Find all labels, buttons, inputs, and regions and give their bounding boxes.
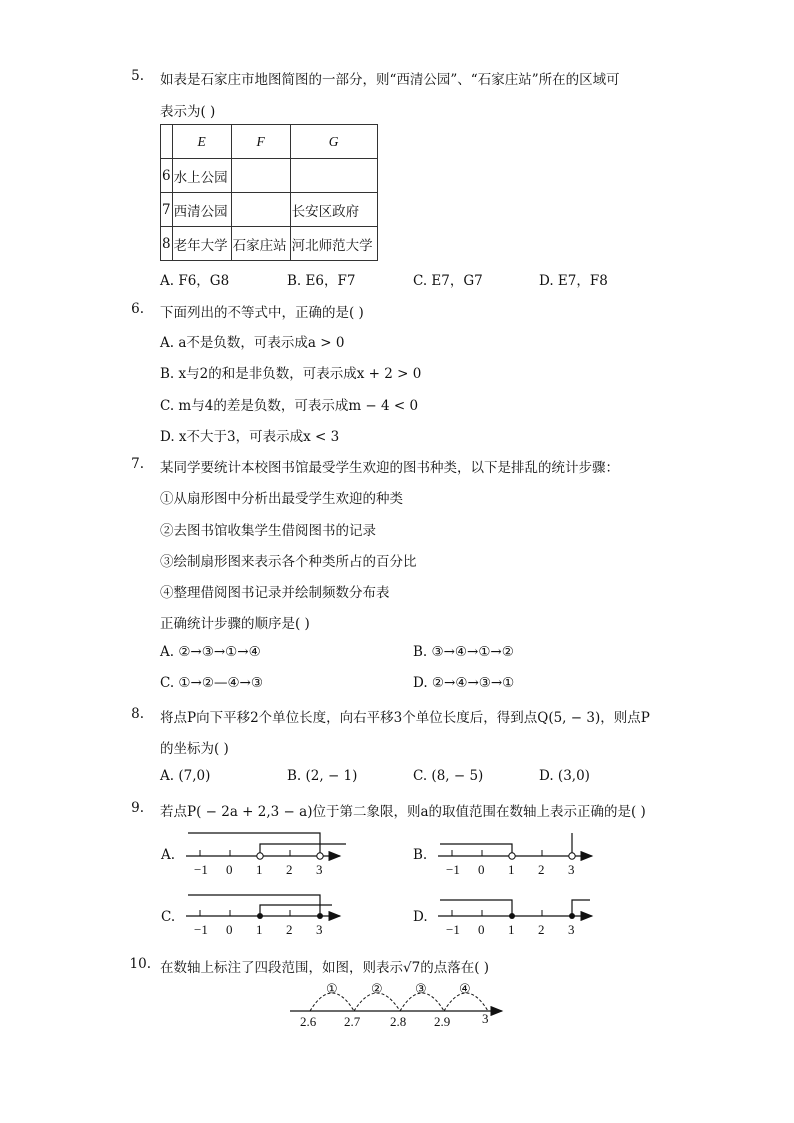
tick-label: 1 — [508, 862, 515, 877]
q8-option-c[interactable]: C. (8, − 5) — [413, 768, 484, 784]
tick-label: −1 — [446, 862, 460, 877]
tick-label: −1 — [446, 922, 460, 937]
table-cell: 河北师范大学 — [290, 227, 377, 261]
table-cell: 石家庄站 — [231, 227, 290, 261]
segment-label: ① — [326, 981, 338, 996]
closed-point — [257, 913, 263, 919]
q8-option-d[interactable]: D. (3,0) — [539, 768, 590, 784]
table-header-cell: G — [290, 125, 377, 159]
number-line-q10 — [290, 981, 502, 1029]
tick-label: −1 — [194, 862, 208, 877]
tick-label: 0 — [226, 922, 233, 937]
table-cell: 8 — [161, 227, 173, 261]
q9-option-d[interactable]: D. — [413, 909, 428, 925]
table-cell: 水上公园 — [172, 159, 231, 193]
tick-label: 3 — [482, 1011, 489, 1026]
question-6-number: 6. — [131, 301, 144, 317]
tick-label: 2.9 — [434, 1014, 451, 1029]
tick-label: 2.7 — [344, 1014, 361, 1029]
open-point — [257, 853, 263, 859]
question-8-stem: 将点P向下平移2个单位长度，向右平移3个单位长度后，得到点Q(5, − 3)，则点P — [160, 710, 650, 726]
number-line-c — [186, 895, 340, 937]
table-cell: 老年大学 — [172, 227, 231, 261]
question-5-stem: 如表是石家庄市地图简图的一部分，则“西清公园”、“石家庄站”所在的区域可 — [160, 72, 620, 88]
tick-label: 3 — [316, 922, 323, 937]
q7-step-2: ②去图书馆收集学生借阅图书的记录 — [160, 523, 376, 539]
segment-label: ③ — [415, 981, 427, 996]
q6-option-b[interactable]: B. x与2的和是非负数，可表示成x + 2 > 0 — [160, 366, 422, 382]
tick-label: 2 — [538, 922, 545, 937]
table-cell: 长安区政府 — [290, 193, 377, 227]
q8-option-a[interactable]: A. (7,0) — [160, 768, 211, 784]
q9-option-b[interactable]: B. — [413, 847, 428, 863]
tick-label: 3 — [316, 862, 323, 877]
closed-point — [569, 913, 575, 919]
question-5-number: 5. — [131, 68, 144, 84]
tick-label: 2 — [538, 862, 545, 877]
tick-label: 3 — [568, 862, 575, 877]
q7-option-d[interactable]: D. ②→④→③→① — [413, 675, 515, 691]
table-cell: 7 — [161, 193, 173, 227]
tick-label: 1 — [256, 922, 263, 937]
q6-option-d[interactable]: D. x不大于3，可表示成x < 3 — [160, 429, 340, 445]
tick-label: 2.6 — [300, 1014, 317, 1029]
q7-step-4: ④整理借阅图书记录并绘制频数分布表 — [160, 585, 390, 601]
q7-step-1: ①从扇形图中分析出最受学生欢迎的种类 — [160, 491, 403, 507]
q7-question: 正确统计步骤的顺序是( ) — [160, 616, 310, 632]
question-7-number: 7. — [131, 456, 144, 472]
segment-label: ② — [371, 981, 383, 996]
table-cell: 6 — [161, 159, 173, 193]
question-7-stem: 某同学要统计本校图书馆最受学生欢迎的图书种类，以下是排乱的统计步骤： — [160, 460, 619, 476]
closed-point — [317, 913, 323, 919]
q8-option-b[interactable]: B. (2, − 1) — [287, 768, 358, 784]
question-9-stem: 若点P( − 2a + 2,3 − a)位于第二象限，则a的取值范围在数轴上表示正确的是( ) — [160, 804, 646, 820]
table-cell: 西清公园 — [172, 193, 231, 227]
tick-label: 3 — [568, 922, 575, 937]
q6-option-c[interactable]: C. m与4的差是负数，可表示成m − 4 < 0 — [160, 398, 419, 414]
open-point — [569, 853, 575, 859]
q7-option-a[interactable]: A. ②→③→①→④ — [160, 644, 261, 660]
table-header-cell: F — [231, 125, 290, 159]
question-10-stem: 在数轴上标注了四段范围，如图，则表示√7的点落在( ) — [160, 960, 490, 976]
number-line-b — [438, 833, 592, 877]
q7-option-b[interactable]: B. ③→④→①→② — [413, 644, 514, 660]
tick-label: 1 — [256, 862, 263, 877]
q9-option-a[interactable]: A. — [161, 847, 176, 863]
tick-label: 0 — [478, 862, 485, 877]
tick-label: 1 — [508, 922, 515, 937]
question-6-stem: 下面列出的不等式中，正确的是( ) — [160, 305, 364, 321]
open-point — [509, 853, 515, 859]
tick-label: 0 — [226, 862, 233, 877]
q6-option-a[interactable]: A. a不是负数，可表示成a > 0 — [160, 335, 345, 351]
question-8-number: 8. — [131, 706, 144, 722]
number-line-a — [186, 833, 346, 877]
tick-label: 2 — [286, 922, 293, 937]
question-8-stem-cont: 的坐标为( ) — [160, 741, 229, 757]
q5-option-a[interactable]: A. F6，G8 — [160, 273, 230, 289]
tick-label: 2.8 — [390, 1014, 407, 1029]
table-header-cell: E — [172, 125, 231, 159]
number-line-d — [438, 900, 592, 937]
q5-option-b[interactable]: B. E6，F7 — [287, 273, 356, 289]
q5-option-c[interactable]: C. E7，G7 — [413, 273, 483, 289]
tick-label: 2 — [286, 862, 293, 877]
question-9-number: 9. — [131, 800, 144, 816]
segment-label: ④ — [459, 981, 471, 996]
q7-step-3: ③绘制扇形图来表示各个种类所占的百分比 — [160, 554, 417, 570]
q7-option-c[interactable]: C. ①→②—④→③ — [160, 675, 263, 691]
q9-option-c[interactable]: C. — [161, 909, 176, 925]
closed-point — [509, 913, 515, 919]
tick-label: 0 — [478, 922, 485, 937]
q5-option-d[interactable]: D. E7，F8 — [539, 273, 608, 289]
tick-label: −1 — [194, 922, 208, 937]
question-5-stem-cont: 表示为( ) — [160, 104, 216, 120]
open-point — [317, 853, 323, 859]
question-10-number: 10. — [129, 956, 151, 972]
